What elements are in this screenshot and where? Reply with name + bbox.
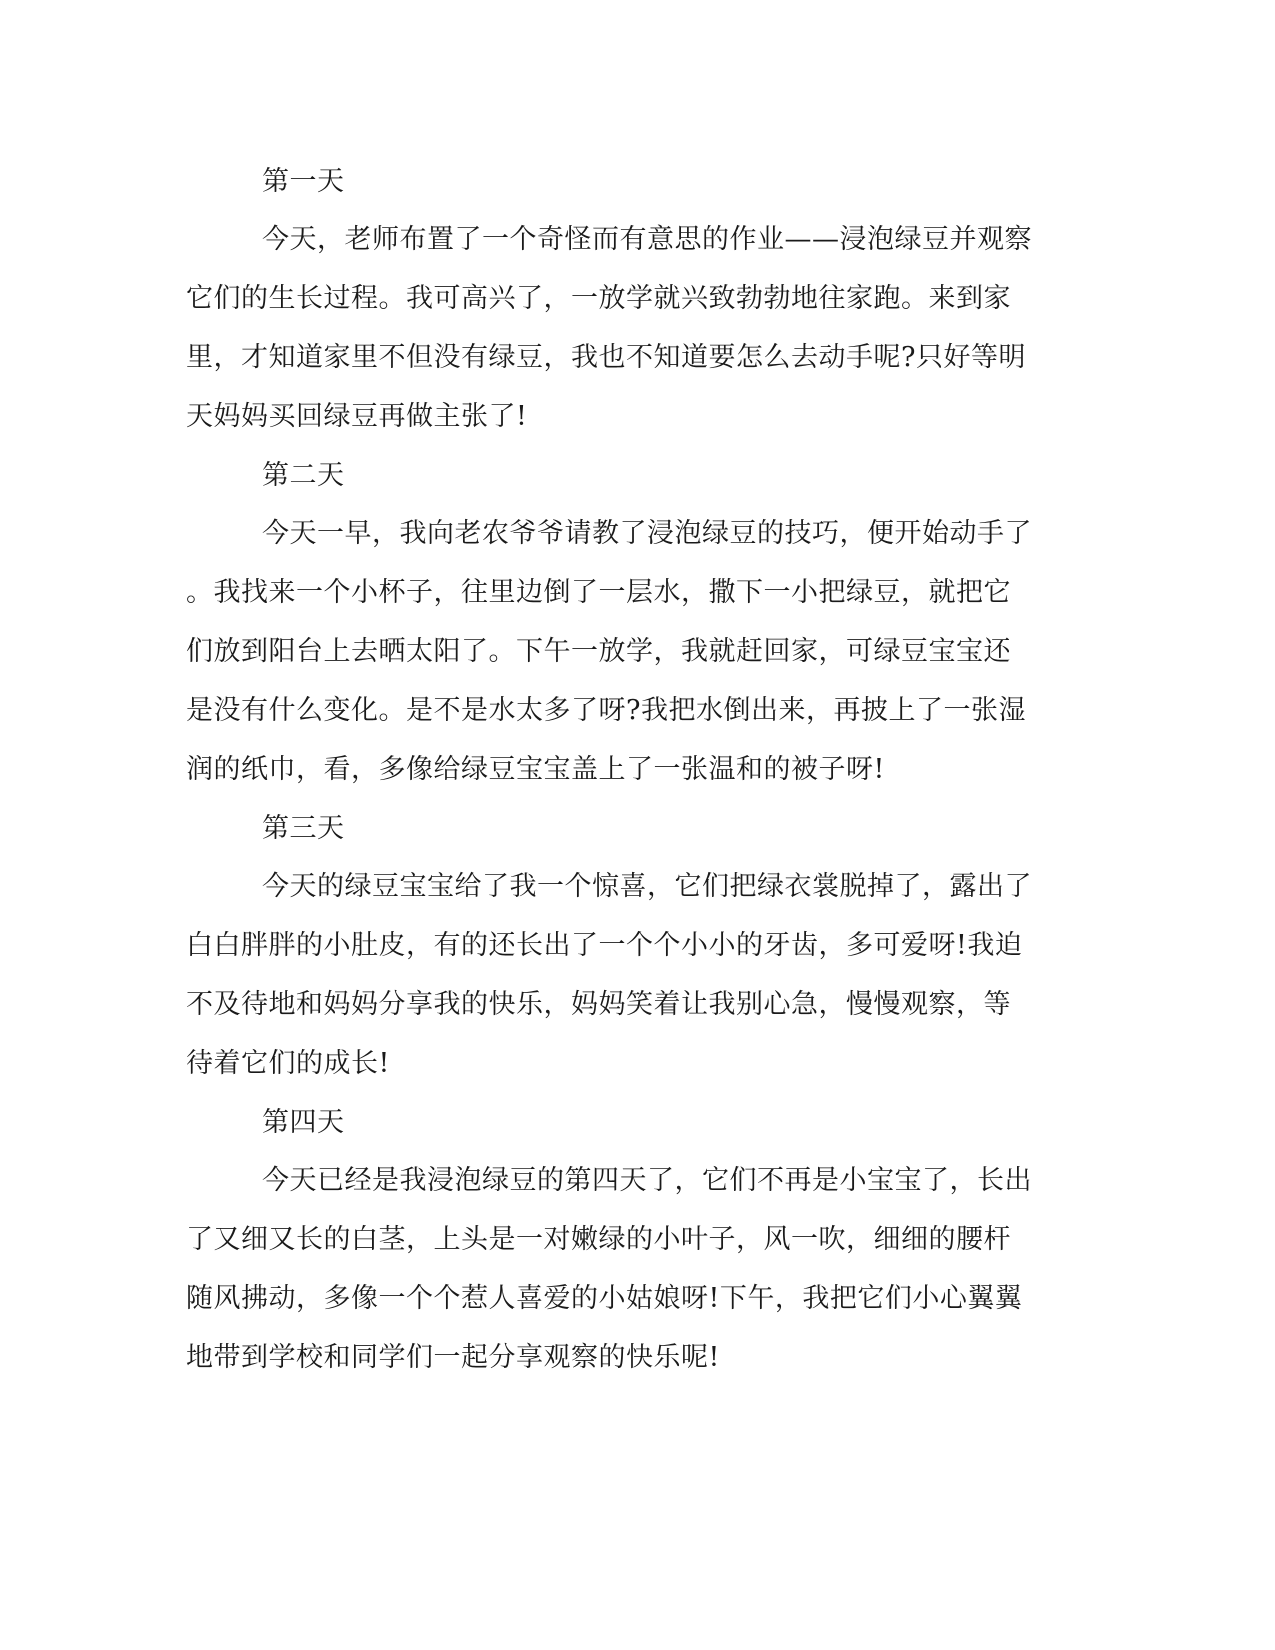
heading-day-2: 第二天 [262, 460, 345, 491]
paragraph-line: 了又细又长的白茎，上头是一对嫩绿的小叶子，风一吹，细细的腰杆 [186, 1224, 1011, 1255]
paragraph-line: 今天，老师布置了一个奇怪而有意思的作业——浸泡绿豆并观察 [262, 224, 1032, 255]
paragraph-line: 今天一早，我向老农爷爷请教了浸泡绿豆的技巧，便开始动手了 [262, 518, 1032, 549]
paragraph-line: 地带到学校和同学们一起分享观察的快乐呢! [186, 1342, 720, 1373]
paragraph-line: 润的纸巾，看，多像给绿豆宝宝盖上了一张温和的被子呀! [186, 754, 885, 785]
paragraph-line: 今天的绿豆宝宝给了我一个惊喜，它们把绿衣裳脱掉了，露出了 [262, 871, 1032, 902]
heading-day-4: 第四天 [262, 1107, 345, 1138]
paragraph-line: 待着它们的成长! [186, 1048, 390, 1079]
paragraph-line: 天妈妈买回绿豆再做主张了! [186, 401, 528, 432]
paragraph-line: 今天已经是我浸泡绿豆的第四天了，它们不再是小宝宝了，长出 [262, 1165, 1032, 1196]
paragraph-line: 白白胖胖的小肚皮，有的还长出了一个个小小的牙齿，多可爱呀!我迫 [186, 930, 1023, 961]
paragraph-line: 们放到阳台上去晒太阳了。下午一放学，我就赶回家，可绿豆宝宝还 [186, 636, 1011, 667]
heading-day-3: 第三天 [262, 813, 345, 844]
paragraph-line: 它们的生长过程。我可高兴了，一放学就兴致勃勃地往家跑。来到家 [186, 283, 1011, 314]
paragraph-line: 里，才知道家里不但没有绿豆，我也不知道要怎么去动手呢?只好等明 [186, 342, 1026, 373]
paragraph-line: 随风拂动，多像一个个惹人喜爱的小姑娘呀!下午，我把它们小心翼翼 [186, 1283, 1023, 1314]
paragraph-line: 是没有什么变化。是不是水太多了呀?我把水倒出来，再披上了一张湿 [186, 695, 1026, 726]
paragraph-line: 。我找来一个小杯子，往里边倒了一层水，撒下一小把绿豆，就把它 [186, 577, 1011, 608]
heading-day-1: 第一天 [262, 166, 345, 197]
paragraph-line: 不及待地和妈妈分享我的快乐，妈妈笑着让我别心急，慢慢观察，等 [186, 989, 1011, 1020]
